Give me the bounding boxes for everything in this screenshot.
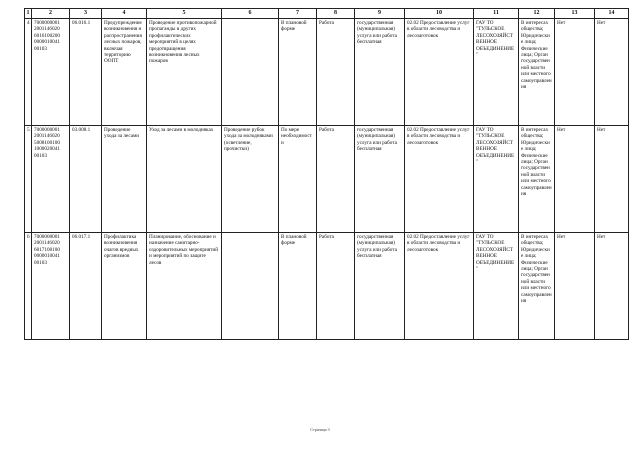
consumer-categories: В интересах общества; Юридические лица; Физические лица; Орган государственной власти или местного самоуправления — [519, 233, 555, 340]
row-number: 5 — [25, 126, 32, 233]
flag-14: Нет — [595, 19, 629, 126]
col-header-10: 10 — [405, 9, 474, 19]
page-footer: Страница 3 — [310, 427, 330, 432]
col-header-3: 3 — [70, 9, 102, 19]
work-content: Уход за лесами в молодняках — [147, 126, 222, 233]
type-label: Работа — [317, 19, 355, 126]
col-header-12: 12 — [519, 9, 555, 19]
work-detail: Проведение рубок ухода за молодняками (осветление, прочистки) — [222, 126, 279, 233]
col-header-1: 1 — [25, 9, 32, 19]
okved-activity: 02.02 Предоставление услуг в области лесоводства и лесозаготовок — [405, 126, 474, 233]
header-row — [25, 9, 629, 19]
work-detail — [222, 19, 279, 126]
service-code: 03.008.1 — [70, 126, 102, 233]
okved-activity: 02.02 Предоставление услуг в области лесоводства и лесозаготовок — [405, 233, 474, 340]
col-header-13: 13 — [555, 9, 595, 19]
service-name: Проведение ухода за лесами — [102, 126, 147, 233]
service-code: 06.016.1 — [70, 19, 102, 126]
table-row — [25, 126, 629, 233]
service-name: Предупреждение возникновения и распространения лесных пожаров, включая территорию ООПТ — [102, 19, 147, 126]
col-header-11: 11 — [474, 9, 519, 19]
flag-13: Нет — [555, 233, 595, 340]
payment-type: государственная (муниципальная) услуга или работа бесплатная — [355, 126, 405, 233]
row-number: 4 — [25, 19, 32, 126]
payment-type: государственная (муниципальная) услуга или работа бесплатная — [355, 19, 405, 126]
institution-name: ГАУ ТО "ТУЛЬСКОЕ ЛЕСОХОЗЯЙСТВЕННОЕ ОБЪЕДИНЕНИЕ" — [474, 233, 519, 340]
col-header-2: 2 — [32, 9, 70, 19]
col-header-9: 9 — [355, 9, 405, 19]
registry-code: 7000000001 2001146020 5008100100 1000020041 00103 — [32, 126, 70, 233]
work-detail — [222, 233, 279, 340]
flag-13: Нет — [555, 126, 595, 233]
consumer-categories: В интересах общества; Юридические лица; Физические лица; Орган государственной власти или местного самоуправления — [519, 19, 555, 126]
flag-13: Нет — [555, 19, 595, 126]
registry-code: 7000000001 2001146020 6016100200 0000010041 00103 — [32, 19, 70, 126]
okved-activity: 02.02 Предоставление услуг в области лесоводства и лесозаготовок — [405, 19, 474, 126]
table-row — [25, 19, 629, 126]
form-of-provision: В плановой форме — [279, 19, 317, 126]
col-header-7: 7 — [279, 9, 317, 19]
col-header-4: 4 — [102, 9, 147, 19]
consumer-categories: В интересах общества; Юридические лица; Физические лица; Орган государственной власти или местного самоуправления — [519, 126, 555, 233]
register-table — [24, 8, 629, 340]
col-header-14: 14 — [595, 9, 629, 19]
flag-14: Нет — [595, 126, 629, 233]
col-header-5: 5 — [147, 9, 222, 19]
flag-14: Нет — [595, 233, 629, 340]
service-name: Профилактика возникновения очагов вредных организмов — [102, 233, 147, 340]
type-label: Работа — [317, 126, 355, 233]
table-row — [25, 233, 629, 340]
col-header-8: 8 — [317, 9, 355, 19]
work-content: Планирование, обоснование и назначение санитарно-оздоровительных мероприятий и мероприятий по защите лесов — [147, 233, 222, 340]
institution-name: ГАУ ТО "ТУЛЬСКОЕ ЛЕСОХОЗЯЙСТВЕННОЕ ОБЪЕДИНЕНИЕ" — [474, 126, 519, 233]
service-code: 06.017.1 — [70, 233, 102, 340]
form-of-provision: В плановой форме — [279, 233, 317, 340]
registry-code: 7000000001 2001146020 6017100100 0000010041 00103 — [32, 233, 70, 340]
work-content: Проведение противопожарной пропаганды и других профилактических мероприятий в целях предотвращения возникновения лесных пожаров — [147, 19, 222, 126]
type-label: Работа — [317, 233, 355, 340]
form-of-provision: По мере необходимости — [279, 126, 317, 233]
institution-name: ГАУ ТО "ТУЛЬСКОЕ ЛЕСОХОЗЯЙСТВЕННОЕ ОБЪЕДИНЕНИЕ" — [474, 19, 519, 126]
col-header-6: 6 — [222, 9, 279, 19]
row-number: 6 — [25, 233, 32, 340]
payment-type: государственная (муниципальная) услуга или работа бесплатная — [355, 233, 405, 340]
